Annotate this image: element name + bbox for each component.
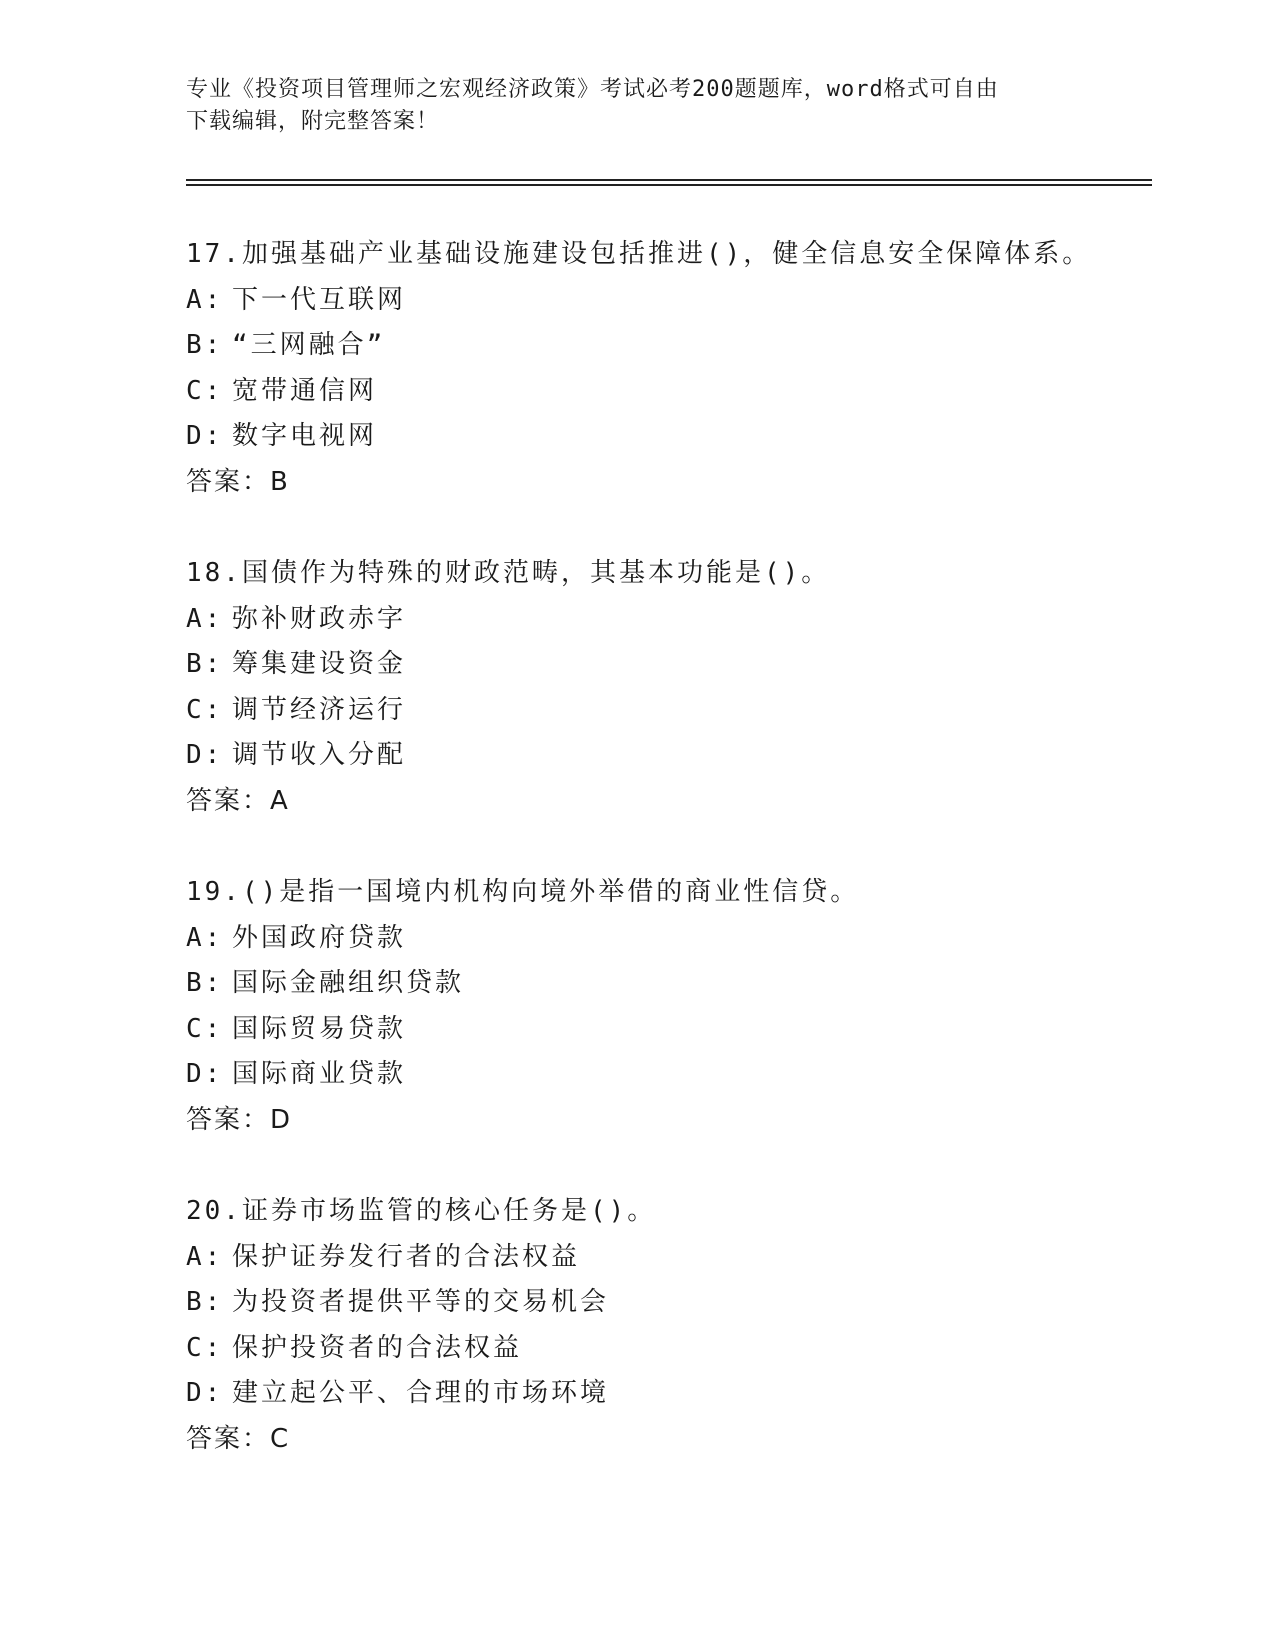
option-text: 数字电视网: [232, 421, 378, 451]
option-text: 调节经济运行: [232, 694, 407, 725]
option-label: C:: [186, 1332, 224, 1363]
question-17: [186, 232, 1152, 505]
question-20: [186, 1189, 1152, 1462]
option-label: A:: [186, 603, 224, 634]
option-b: [186, 1280, 1152, 1326]
option-text: 筹集建设资金: [232, 649, 407, 679]
option-text: 弥补财政赤字: [232, 603, 407, 634]
question-stem: 20.证券市场监管的核心任务是()。: [186, 1196, 657, 1226]
option-label: C:: [186, 375, 224, 406]
option-b: [186, 642, 1152, 688]
question-stem: 19.()是指一国境内机构向境外举借的商业性信贷。: [186, 877, 860, 907]
option-a: [186, 597, 1152, 643]
option-d: [186, 1052, 1152, 1098]
option-c: [186, 1326, 1152, 1372]
option-label: D:: [186, 421, 224, 451]
question-list: [186, 232, 1152, 1462]
answer-line: 答案：B: [186, 466, 290, 497]
option-label: D:: [186, 1059, 224, 1089]
option-label: B:: [186, 968, 224, 998]
question-stem: 17.加强基础产业基础设施建设包括推进()，健全信息安全保障体系。: [186, 239, 1092, 269]
option-text: 保护投资者的合法权益: [232, 1332, 523, 1363]
header-rule-bottom: [186, 184, 1152, 186]
option-label: C:: [186, 694, 224, 725]
option-text: 下一代互联网: [232, 284, 407, 315]
option-label: A:: [186, 284, 224, 315]
option-text: 保护证券发行者的合法权益: [232, 1241, 581, 1272]
option-text: 外国政府贷款: [232, 922, 407, 953]
option-label: B:: [186, 330, 224, 360]
answer-line: 答案：C: [186, 1423, 291, 1454]
option-b: [186, 323, 1152, 369]
option-text: 宽带通信网: [232, 375, 378, 406]
option-a: [186, 1235, 1152, 1281]
option-label: C:: [186, 1013, 224, 1044]
header-line-1: 专业《投资项目管理师之宏观经济政策》考试必考200题题库，word格式可自由: [186, 77, 999, 102]
option-c: [186, 369, 1152, 415]
answer-line: 答案：A: [186, 785, 290, 816]
option-text: 国际贸易贷款: [232, 1013, 407, 1044]
option-a: [186, 916, 1152, 962]
option-label: D:: [186, 1378, 224, 1408]
option-label: D:: [186, 740, 224, 770]
option-text: “三网融合”: [232, 330, 386, 360]
header-rule-top: [186, 179, 1152, 181]
option-text: 国际金融组织贷款: [232, 968, 465, 998]
option-d: [186, 1371, 1152, 1417]
option-label: A:: [186, 922, 224, 953]
option-b: [186, 961, 1152, 1007]
option-d: [186, 414, 1152, 460]
option-label: A:: [186, 1241, 224, 1272]
option-text: 为投资者提供平等的交易机会: [232, 1287, 610, 1317]
option-text: 建立起公平、合理的市场环境: [232, 1378, 610, 1408]
question-19: [186, 870, 1152, 1143]
option-label: B:: [186, 1287, 224, 1317]
option-text: 调节收入分配: [232, 740, 407, 770]
answer-line: 答案：D: [186, 1104, 293, 1135]
option-text: 国际商业贷款: [232, 1059, 407, 1089]
option-c: [186, 1007, 1152, 1053]
option-c: [186, 688, 1152, 734]
option-d: [186, 733, 1152, 779]
option-label: B:: [186, 649, 224, 679]
document-header: [186, 74, 1086, 138]
question-stem: 18.国债作为特殊的财政范畴，其基本功能是()。: [186, 558, 831, 588]
option-a: [186, 278, 1152, 324]
header-line-2: 下载编辑，附完整答案！: [186, 109, 440, 134]
question-18: [186, 551, 1152, 824]
